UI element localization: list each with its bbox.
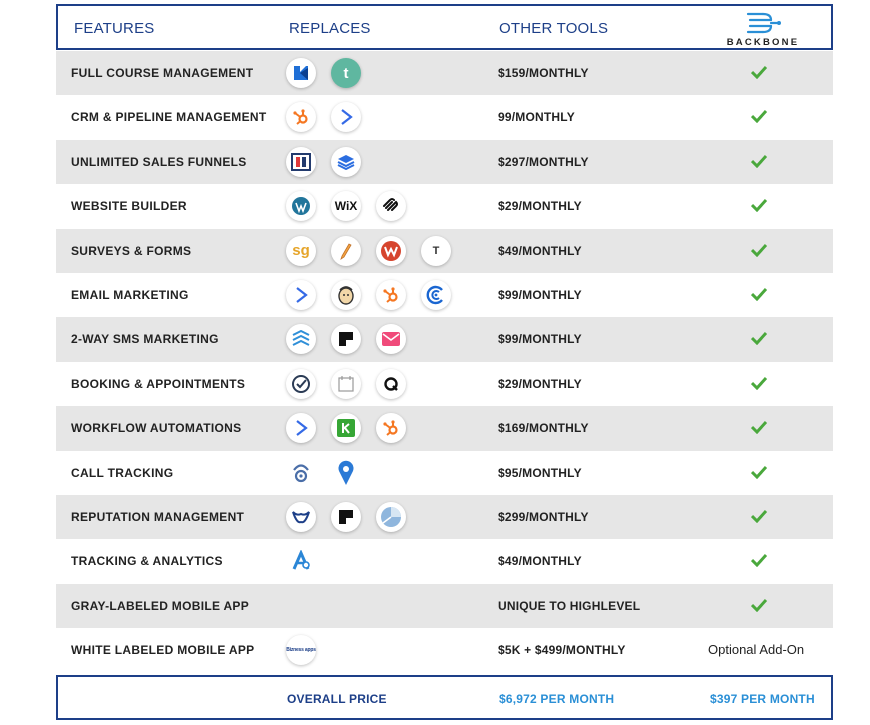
clickfunnels-icon <box>286 147 316 177</box>
backbone-wordmark: BACKBONE <box>726 37 800 48</box>
table-row <box>56 229 833 273</box>
feature-label: WORKFLOW AUTOMATIONS <box>71 421 242 436</box>
price-label: $49/MONTHLY <box>498 554 582 569</box>
feature-label: SURVEYS & FORMS <box>71 243 192 258</box>
textmagic-icon <box>376 324 406 354</box>
backbone-total: $397 PER MONTH <box>710 692 815 706</box>
feature-label: WEBSITE BUILDER <box>71 199 187 214</box>
podium-icon <box>331 502 361 532</box>
table-row <box>56 451 833 495</box>
teachable-icon: t <box>331 58 361 88</box>
feature-label: WHITE LABELED MOBILE APP <box>71 643 255 658</box>
check-icon <box>751 553 767 567</box>
wufoo-icon <box>376 236 406 266</box>
check-icon <box>751 420 767 434</box>
bizness-apps-icon: Bizness apps <box>286 635 316 665</box>
grade-us-icon <box>376 502 406 532</box>
podium-icon <box>331 324 361 354</box>
price-label: $99/MONTHLY <box>498 287 582 302</box>
feature-label: UNLIMITED SALES FUNNELS <box>71 154 247 169</box>
feature-label: REPUTATION MANAGEMENT <box>71 509 245 524</box>
wix-icon: WiX <box>331 191 361 221</box>
surveygizmo-icon: sg <box>286 236 316 266</box>
calendar-icon <box>331 369 361 399</box>
table-row <box>56 406 833 450</box>
table-row <box>56 51 833 95</box>
feature-label: CALL TRACKING <box>71 465 174 480</box>
overall-price-footer <box>56 675 833 720</box>
feature-label: GRAY-LABELED MOBILE APP <box>71 598 250 613</box>
optional-addon-label: Optional Add-On <box>708 642 805 658</box>
feature-label: CRM & PIPELINE MANAGEMENT <box>71 110 267 125</box>
price-label: $95/MONTHLY <box>498 465 582 480</box>
price-label: 99/MONTHLY <box>498 110 575 125</box>
hubspot-icon <box>286 102 316 132</box>
feature-label: TRACKING & ANALYTICS <box>71 554 223 569</box>
calltrackingmetrics-icon <box>331 458 361 488</box>
replaces-heading: REPLACES <box>289 20 371 37</box>
price-label: $29/MONTHLY <box>498 199 582 214</box>
table-header <box>56 4 833 50</box>
feature-label: BOOKING & APPOINTMENTS <box>71 376 246 391</box>
features-heading: FEATURES <box>74 20 155 37</box>
mailchimp-icon <box>331 280 361 310</box>
price-label: $297/MONTHLY <box>498 154 589 169</box>
hubspot-icon <box>376 280 406 310</box>
kajabi-icon <box>286 58 316 88</box>
acuity-icon <box>286 369 316 399</box>
table-row <box>56 184 833 228</box>
check-icon <box>751 243 767 257</box>
typeform-icon: T <box>421 236 451 266</box>
other-tools-total: $6,972 PER MONTH <box>499 692 615 706</box>
activecampaign-icon <box>286 413 316 443</box>
calendly-icon <box>376 369 406 399</box>
check-icon <box>751 509 767 523</box>
check-icon <box>751 331 767 345</box>
analytics-icon <box>286 546 316 576</box>
check-icon <box>751 376 767 390</box>
table-row <box>56 362 833 406</box>
constantcontact-icon <box>421 280 451 310</box>
table-row <box>56 273 833 317</box>
jotform-icon <box>331 236 361 266</box>
feature-label: FULL COURSE MANAGEMENT <box>71 66 254 80</box>
backbone-logo <box>722 10 804 50</box>
price-label: $29/MONTHLY <box>498 376 582 391</box>
hubspot-icon <box>376 413 406 443</box>
activecampaign-icon <box>286 280 316 310</box>
check-icon <box>751 154 767 168</box>
feature-label: EMAIL MARKETING <box>71 287 189 302</box>
table-row <box>56 584 833 628</box>
check-icon <box>751 465 767 479</box>
price-label: UNIQUE TO HIGHLEVEL <box>498 598 641 613</box>
wordpress-icon <box>286 191 316 221</box>
price-label: $299/MONTHLY <box>498 509 589 524</box>
check-icon <box>751 287 767 301</box>
feature-label: 2-WAY SMS MARKETING <box>71 332 219 347</box>
table-row <box>56 628 833 672</box>
birdeye-icon <box>286 502 316 532</box>
other-tools-heading: OTHER TOOLS <box>499 20 609 37</box>
price-label: $169/MONTHLY <box>498 421 589 436</box>
check-icon <box>751 198 767 212</box>
overall-price-label: OVERALL PRICE <box>287 692 387 706</box>
comparison-table <box>56 51 833 672</box>
table-row <box>56 539 833 583</box>
callrail-icon <box>286 458 316 488</box>
table-row <box>56 140 833 184</box>
backbone-logo-icon <box>745 10 781 36</box>
check-icon <box>751 65 767 79</box>
price-label: $5K + $499/MONTHLY <box>498 643 626 658</box>
table-row <box>56 495 833 539</box>
keap-icon <box>331 413 361 443</box>
check-icon <box>751 598 767 612</box>
price-label: $49/MONTHLY <box>498 243 582 258</box>
check-icon <box>751 109 767 123</box>
price-label: $99/MONTHLY <box>498 332 582 347</box>
activecampaign-icon <box>331 102 361 132</box>
table-row <box>56 95 833 139</box>
table-row <box>56 317 833 361</box>
leadpages-icon <box>331 147 361 177</box>
sendinblue-icon <box>286 324 316 354</box>
squarespace-icon <box>376 191 406 221</box>
price-label: $159/MONTHLY <box>498 66 589 80</box>
